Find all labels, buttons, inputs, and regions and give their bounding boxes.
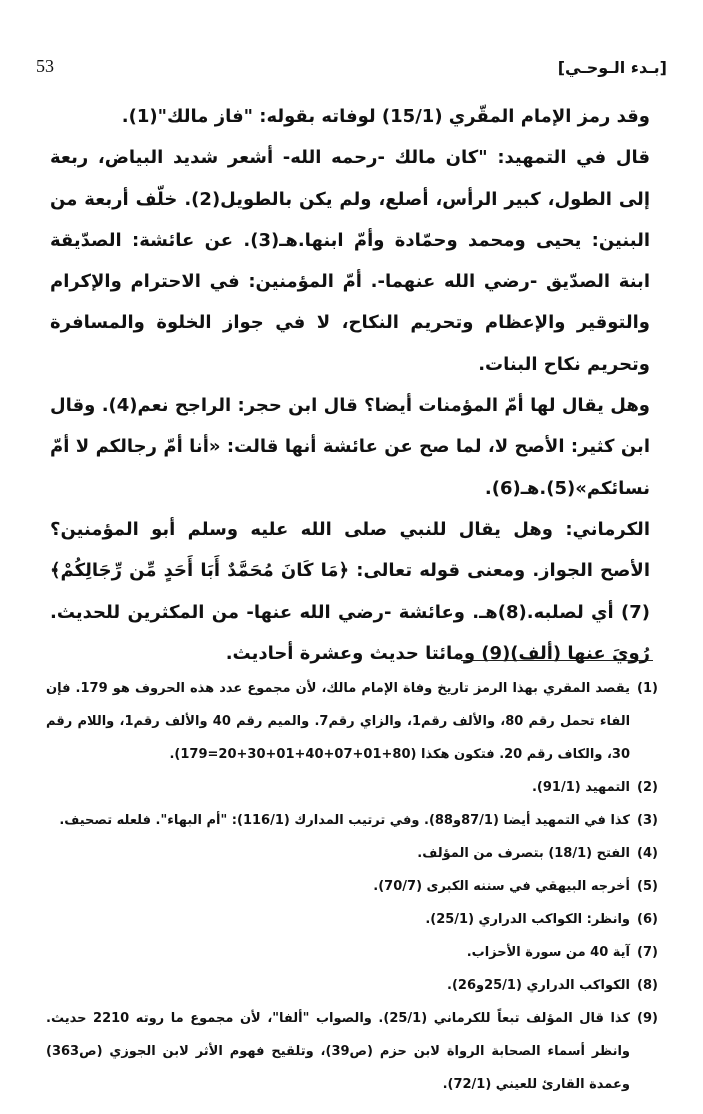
- footnote: [46, 903, 658, 936]
- footnote: [46, 870, 658, 903]
- footnote-number: (9): [637, 1011, 658, 1026]
- footnote-text: أخرجه البيهقي في سننه الكبرى (70/7).: [373, 879, 630, 894]
- footnote-text: آية 40 من سورة الأحزاب.: [466, 945, 630, 960]
- main-text: [50, 96, 650, 674]
- page-number: 53: [36, 56, 54, 76]
- page-header: [28, 54, 675, 84]
- footnote: [46, 672, 658, 771]
- footnote-text: كذا قال المؤلف تبعاً للكرماني (25/1). والصواب "ألفا"، لأن مجموع ما روته 2210 حديث. وانظر أسماء الصحابة الرواة لابن حزم (ص39)، وتلقيح فهوم الأثر لابن الجوزي (ص363) وعمدة القارئ للعيني (72/1).: [46, 1011, 630, 1092]
- footnote-number: (7): [637, 945, 658, 960]
- footnote-text: يقصد المقري بهذا الرمز تاريخ وفاة الإمام مالك، لأن مجموع عدد هذه الحروف هو 179. فإن الفاء تحمل رقم 80، والألف رقم1، والزاي رقم7. والميم رقم 40 والألف رقم1، واللام رقم 30، والكاف رقم 20. فتكون هكذا (80+01+07+40+01+30+20=179).: [46, 681, 631, 762]
- footnote-separator: [461, 660, 653, 661]
- footnote: [46, 1002, 658, 1101]
- paragraph: قال في التمهيد: "كان مالك -رحمه الله- أشعر شديد البياض، ربعة إلى الطول، كبير الرأس، أصلع، ولم يكن بالطويل(2). خلّف أربعة من البنين: يحيى ومحمد وحمّادة وأمّ ابنها.هـ(3). عن عائشة: الصدّيقة ابنة الصدّيق -رضي الله عنهما-. أمّ المؤمنين: في الاحترام والإكرام والتوقير والإعظام وتحريم النكاح، لا في جواز الخلوة والمسافرة وتحريم نكاح البنات.: [50, 147, 651, 375]
- footnote-text: وانظر: الكواكب الدراري (25/1).: [425, 912, 630, 927]
- footnote: [46, 969, 658, 1002]
- footnote-text: الكواكب الدراري (25/1و26).: [447, 978, 630, 993]
- paragraph: وقد رمز الإمام المقّري (15/1) لوفاته بقوله: "فاز مالك"(1).: [121, 106, 650, 127]
- footnote-text: كذا في التمهيد أيضا (87/1و88). وفي ترتيب المدارك (116/1): "أم البهاء". فلعله تصحيف.: [59, 813, 630, 828]
- footnote-text: التمهيد (91/1).: [531, 780, 630, 795]
- footnote-number: (5): [637, 879, 658, 894]
- footnotes: [46, 672, 658, 1101]
- footnote-number: (8): [637, 978, 658, 993]
- paragraph: الكرماني: وهل يقال للنبي صلى الله عليه وسلم أبو المؤمنين؟ الأصح الجواز. ومعنى قوله تعالى: ﴿مَا كَانَ مُحَمَّدٌ أَبَا أَحَدٍ مِّن رِّجَالِكُمْ﴾(7) أي لصلبه.(8)هـ. وعائشة -رضي الله عنها- من المكثرين للحديث. رُويَ عنها (ألف)(9) ومائتا حديث وعشرة أحاديث.: [50, 518, 650, 664]
- footnote: [46, 936, 658, 969]
- footnote-number: (2): [637, 780, 658, 795]
- footnote: [46, 771, 658, 804]
- footnote: [46, 837, 658, 870]
- footnote-number: (1): [637, 681, 658, 696]
- footnote-number: (4): [637, 846, 658, 861]
- footnote: [46, 804, 658, 837]
- footnote-text: الفتح (18/1) بتصرف من المؤلف.: [417, 846, 630, 861]
- running-head: [بـدء الـوحـي]: [557, 58, 667, 77]
- footnote-number: (3): [637, 813, 658, 828]
- footnote-number: (6): [637, 912, 658, 927]
- paragraph: وهل يقال لها أمّ المؤمنات أيضا؟ قال ابن حجر: الراجح نعم(4). وقال ابن كثير: الأصح لا، لما صح عن عائشة أنها قالت: «أنا أمّ رجالكم لا أمّ نسائكم»(5).هـ(6).: [50, 395, 650, 499]
